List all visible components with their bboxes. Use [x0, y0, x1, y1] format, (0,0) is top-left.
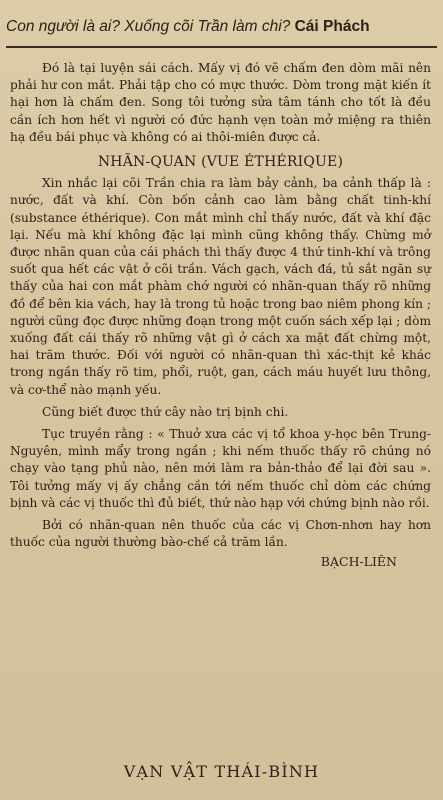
- paragraph-2: Xin nhắc lại cõi Trần chia ra làm bảy cảnh, ba cảnh thấp là : nước, đất và khí. Còn bốn cảnh cao làm bằng chất tinh-khí (substance éthérique). Con mắt mình chỉ thấy nước, đất và khí đặc lại. Nếu mà khí không đặc lại mình cũng không thấy. Chừng mở được nhãn quan của cái phách thì thấy được 4 thứ tinh-khí và trông suốt qua hết các vật ở cõi trần. Vách gạch, vách đá, tủ sắt ngăn sự thấy của hai con mắt phàm chớ người có nhãn-quan thấy rõ những đồ để bên kia vách, hay là trong tủ hoặc trong bao niêm phong kín ; người cũng đọc được những đoạn trong một cuốn sách xếp lại ; dòm xuống đất cái thấy rõ những vật gì ở cách xa mặt đất chừng một, hai trăm thước. Đối với người có nhãn-quan thì xác-thịt kẻ khác trong ngần thấy rõ tim, phổi, ruột, gan, cách máu huyết lưu thông, và cơ-thể nào mạnh yếu.: [10, 176, 431, 397]
- section-heading: NHÃN-QUAN (VUE ÉTHÉRIQUE): [97, 154, 344, 171]
- author-signature: BẠCH-LIÊN: [320, 554, 397, 570]
- paragraph-5: Bởi có nhãn-quan nên thuốc của các vị Chơn-nhơn hay hơn thuốc của người thường bào-chế cả trăm lần.: [10, 518, 431, 550]
- paragraph-3: Cũng biết được thứ cây nào trị bịnh chi.: [42, 404, 289, 419]
- header-question: Con người là ai? Xuống cõi Trần làm chi?: [6, 18, 295, 35]
- page-header: [6, 18, 437, 48]
- paragraph-1: Đó là tại luyện sái cách. Mấy vị đó vẽ chấm đen dòm mãi nên phải hư con mắt. Phải tập cho có mực thước. Dòm trong mặt kiến ít hại hơn là chấm đen. Song tôi tưởng sửa tâm tánh cho tốt là đều cần ích hơn hết vì người có đức hạnh vẹn toàn mở miệng ra thiên hạ đều bái phục và không có ai thôi-miên được cả.: [10, 61, 431, 144]
- header-author: Cái Phách: [294, 18, 370, 35]
- page-footer: VẠN VẬT THÁI-BÌNH: [123, 762, 320, 781]
- article-body: [10, 60, 431, 571]
- paragraph-4: Tục truyền rằng : « Thuở xưa các vị tổ khoa y-học bên Trung-Nguyên, mình mẩy trong ngần ; khi nếm thuốc thấy rõ chúng nó chạy vào tạng phủ nào, nên mới làm ra bản-thảo để lại đời sau ». Tôi tưởng mấy vị ấy chẳng cần tới nếm thuốc chỉ dòm các chứng bịnh và các vị thuốc thì đủ biết, thứ nào hạp với chứng bịnh nào rồi.: [10, 427, 431, 510]
